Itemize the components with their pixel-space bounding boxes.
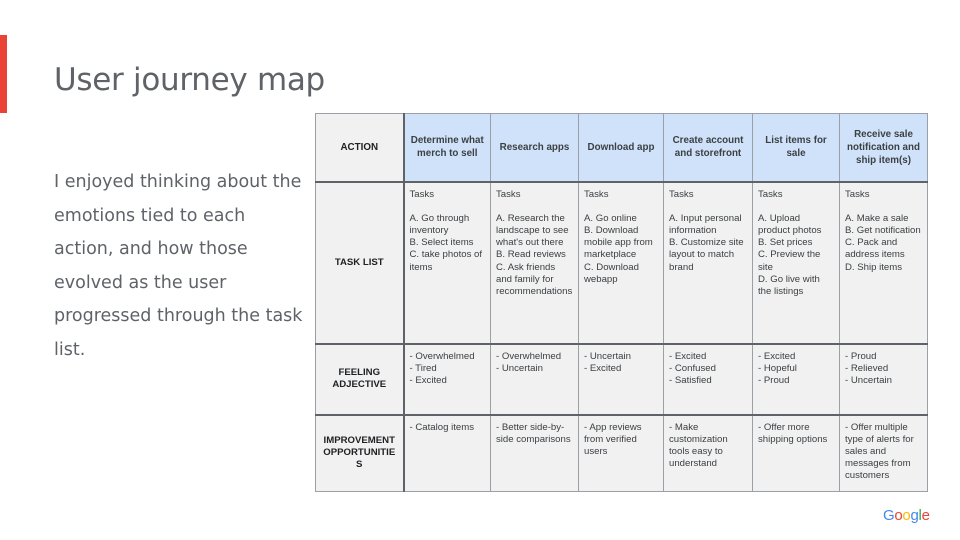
feeling-item: - Overwhelmed (409, 350, 475, 362)
action-row (316, 114, 928, 182)
feeling-item: - Satisfied (669, 374, 712, 386)
task-cell (491, 182, 579, 344)
feeling-item: - Proud (845, 350, 877, 362)
task-item: B. Get notification (845, 224, 921, 236)
action-header-cell: List items for sale (753, 114, 840, 182)
logo-letter: o (902, 507, 911, 524)
logo-letter: o (894, 507, 903, 524)
improvement-cell: - Offer more shipping options (753, 415, 840, 492)
task-cell (664, 182, 753, 344)
action-header-cell: Receive sale notification and ship item(s) (840, 114, 928, 182)
logo-letter: g (910, 507, 919, 524)
feeling-item: - Uncertain (584, 350, 631, 362)
task-item: A. Upload product photos (758, 212, 822, 236)
feeling-item: - Excited (409, 374, 447, 386)
action-header-cell: Download app (579, 114, 664, 182)
task-cell (753, 182, 840, 344)
task-item: A. Research the landscape to see what's out there (496, 212, 572, 249)
feeling-item: - Overwhelmed (496, 350, 562, 362)
task-item: D. Go live with the listings (758, 273, 823, 297)
tasks-heading: Tasks (496, 188, 521, 200)
task-item: A. Input personal information (669, 212, 745, 236)
improvement-cell: - App reviews from verified users (579, 415, 664, 492)
task-cell (404, 182, 491, 344)
action-header-cell: Create account and storefront (664, 114, 753, 182)
feeling-cell (404, 344, 491, 415)
task-item: A. Go through inventory (409, 212, 472, 236)
feeling-row (316, 344, 928, 415)
task-item: A. Make a sale (845, 212, 909, 224)
task-item: D. Ship items (845, 261, 903, 273)
tasks-heading: Tasks (584, 188, 609, 200)
feeling-item: - Excited (584, 362, 622, 374)
logo-letter: l (918, 507, 922, 524)
improvement-cell: - Make customization tools easy to understand (664, 415, 753, 492)
row-label-improvement: IMPROVEMENT OPPORTUNITIES (316, 415, 404, 492)
user-journey-table (315, 113, 928, 492)
feeling-cell (753, 344, 840, 415)
slide-title: User journey map (54, 62, 325, 98)
task-item: B. Select items (409, 237, 474, 249)
feeling-item: - Hopeful (758, 362, 797, 374)
tasks-heading: Tasks (845, 188, 870, 200)
task-cell (579, 182, 664, 344)
feeling-item: - Excited (758, 350, 796, 362)
feeling-item: - Excited (669, 350, 707, 362)
task-item: A. Go online (584, 212, 637, 224)
feeling-item: - Uncertain (496, 362, 543, 374)
task-item: B. Read reviews (496, 249, 566, 261)
feeling-cell (579, 344, 664, 415)
feeling-item: - Confused (669, 362, 716, 374)
task-list-row (316, 182, 928, 344)
row-label-action: ACTION (316, 114, 404, 182)
improvement-cell: - Catalog items (404, 415, 491, 492)
tasks-heading: Tasks (758, 188, 783, 200)
task-item: B. Set prices (758, 237, 813, 249)
tasks-heading: Tasks (669, 188, 694, 200)
feeling-item: - Uncertain (845, 374, 892, 386)
task-item: C. take photos of items (409, 249, 485, 273)
improvement-cell: - Offer multiple type of alerts for sales and messages from customers (840, 415, 928, 492)
feeling-item: - Proud (758, 374, 790, 386)
row-label-task-list: TASK LIST (316, 182, 404, 344)
task-item: C. Ask friends and family for recommendations (496, 261, 573, 297)
task-item: C. Pack and address items (845, 237, 905, 261)
feeling-cell (664, 344, 753, 415)
feeling-cell (840, 344, 928, 415)
tasks-heading: Tasks (409, 188, 435, 200)
accent-bar (0, 35, 7, 113)
logo-letter: e (921, 507, 930, 524)
task-item: C. Preview the site (758, 249, 824, 273)
slide-body-text: I enjoyed thinking about the emotions tied to each action, and how those evolved as the user progressed through the task list. (54, 172, 303, 360)
google-logo (883, 507, 930, 524)
task-item: B. Download mobile app from marketplace (584, 224, 656, 261)
improvement-row (316, 415, 928, 492)
logo-letter: G (883, 507, 895, 524)
action-header-cell: Research apps (491, 114, 579, 182)
feeling-item: - Tired (409, 362, 437, 374)
task-item: C. Download webapp (584, 261, 642, 285)
feeling-cell (491, 344, 579, 415)
row-label-feeling: FEELING ADJECTIVE (316, 344, 404, 415)
improvement-cell: - Better side-by-side comparisons (491, 415, 579, 492)
action-header-cell: Determine what merch to sell (404, 114, 491, 182)
task-cell (840, 182, 928, 344)
task-item: B. Customize site layout to match brand (669, 237, 747, 273)
feeling-item: - Relieved (845, 362, 889, 374)
